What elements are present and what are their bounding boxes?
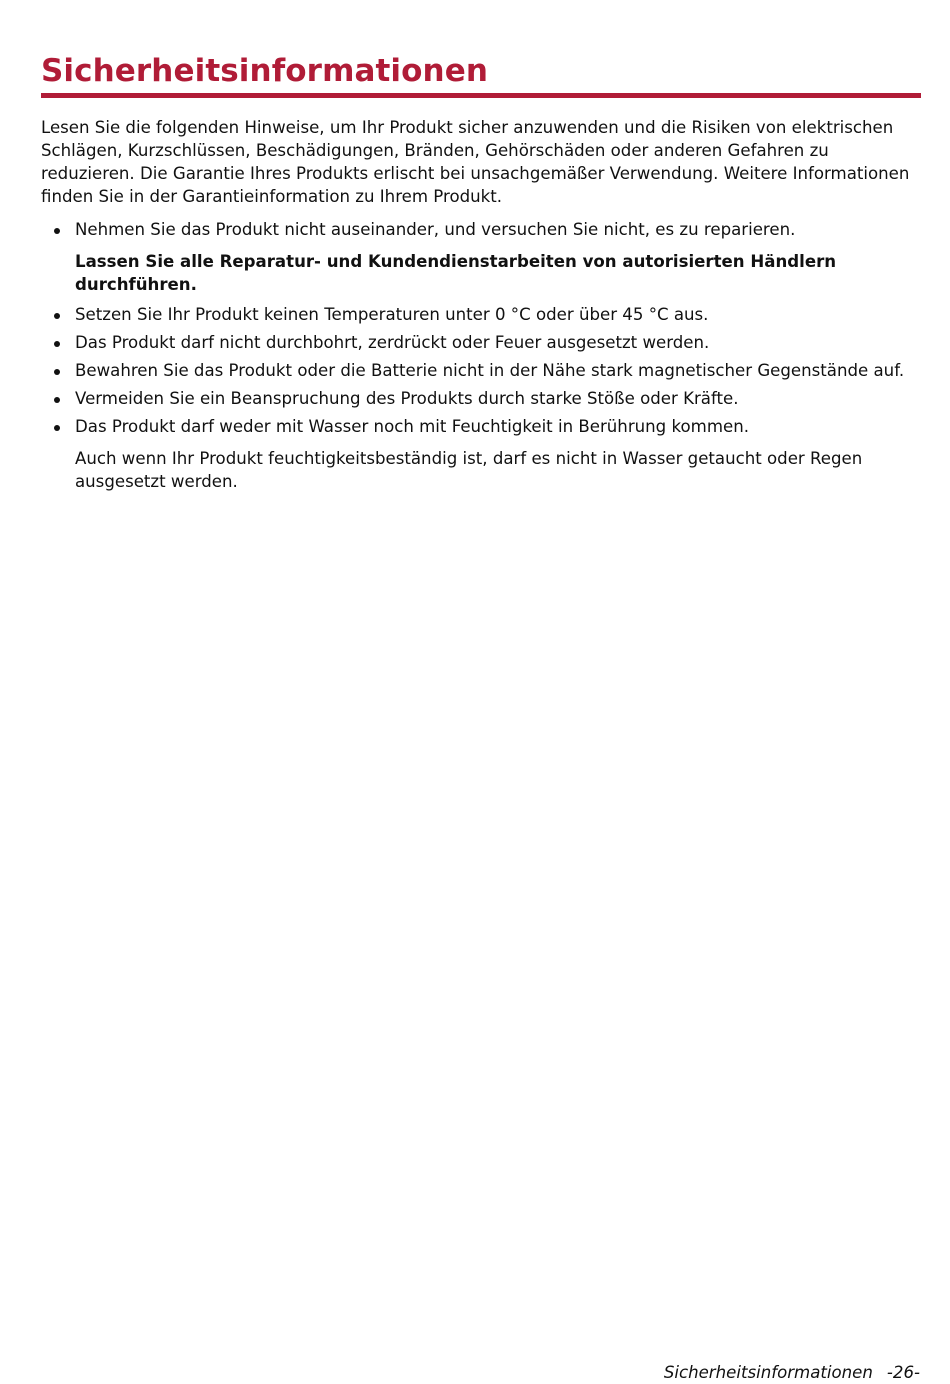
- list-item-text: Das Produkt darf nicht durchbohrt, zerdrückt oder Feuer ausgesetzt werden.: [75, 333, 710, 352]
- list-item-text: Setzen Sie Ihr Produkt keinen Temperaturen unter 0 °C oder über 45 °C aus.: [75, 305, 709, 324]
- list-item-note: Auch wenn Ihr Produkt feuchtigkeitsbeständig ist, darf es nicht in Wasser getaucht oder Regen ausgesetzt werden.: [75, 449, 863, 491]
- bullet-icon: [54, 369, 60, 375]
- safety-list: [41, 218, 921, 493]
- list-item-text: Bewahren Sie das Produkt oder die Batterie nicht in der Nähe stark magnetischer Gegenstände auf.: [75, 361, 905, 380]
- list-item-text: Das Produkt darf weder mit Wasser noch mit Feuchtigkeit in Berührung kommen.: [75, 417, 749, 436]
- bullet-icon: [54, 228, 60, 234]
- bullet-icon: [54, 313, 60, 319]
- page-number: -26-: [886, 1363, 920, 1382]
- list-item: [41, 218, 921, 296]
- page-title: Sicherheitsinformationen: [41, 53, 488, 89]
- list-item: [41, 387, 921, 410]
- bullet-icon: [54, 397, 60, 403]
- list-item: [41, 359, 921, 382]
- list-item-note: Lassen Sie alle Reparatur- und Kundendienstarbeiten von autorisierten Händlern durchführen.: [75, 252, 837, 294]
- footer-section-title: Sicherheitsinformationen: [663, 1363, 873, 1382]
- list-item: [41, 303, 921, 326]
- list-item: [41, 415, 921, 493]
- list-item-text: Nehmen Sie das Produkt nicht auseinander, und versuchen Sie nicht, es zu reparieren.: [75, 220, 796, 239]
- bullet-icon: [54, 341, 60, 347]
- list-item-text: Vermeiden Sie ein Beanspruchung des Produkts durch starke Stöße oder Kräfte.: [75, 389, 739, 408]
- title-underline: [41, 93, 921, 98]
- bullet-icon: [54, 425, 60, 431]
- document-page: [41, 52, 921, 500]
- page-footer: [664, 1362, 920, 1384]
- list-item: [41, 331, 921, 354]
- intro-paragraph: Lesen Sie die folgenden Hinweise, um Ihr Produkt sicher anzuwenden und die Risiken von elektrischen Schlägen, Kurzschlüssen, Beschädigungen, Bränden, Gehörschäden oder anderen Gefahren zu reduzieren. Die Garantie Ihres Produkts erlischt bei unsachgemäßer Verwendung. Weitere Informationen finden Sie in der Garantieinformation zu Ihrem Produkt.: [41, 118, 910, 206]
